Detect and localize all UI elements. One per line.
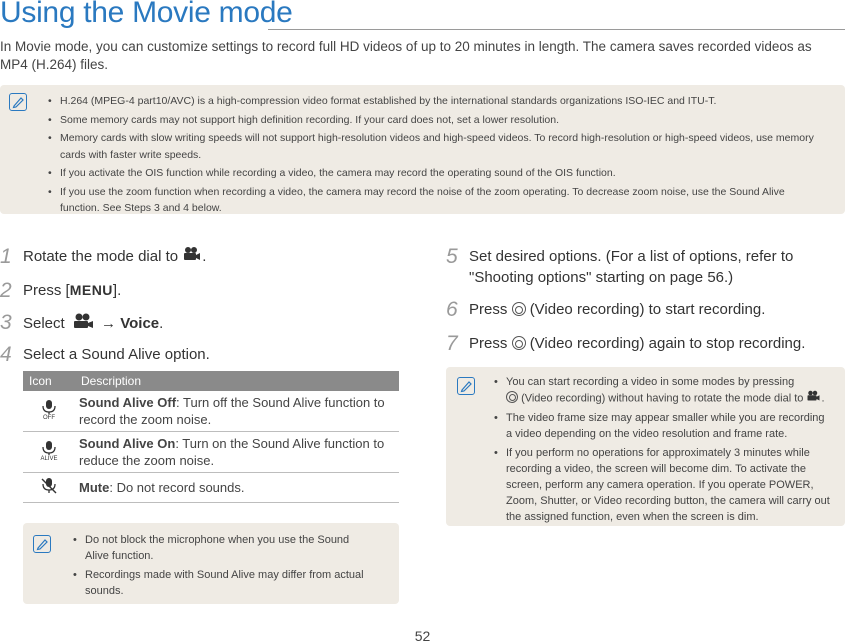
step-number: 2 bbox=[0, 279, 12, 302]
svg-text:OFF: OFF bbox=[43, 415, 55, 419]
list-item: • Memory cards with slow writing speeds will not support high-resolution videos and high-speed videos. To record high-resolution or high-speed videos, use memory cards with faster write speeds. bbox=[46, 130, 826, 163]
video-record-button-icon bbox=[512, 336, 526, 350]
list-item: • Do not block the microphone when you use the Sound Alive function. bbox=[71, 532, 371, 564]
page-number: 52 bbox=[414, 628, 431, 643]
menu-key-label: MENU bbox=[69, 282, 113, 298]
step-number: 6 bbox=[446, 298, 458, 321]
table-cell-description: Sound Alive Off: Turn off the Sound Alive function to record the zoom noise. bbox=[75, 391, 399, 432]
title-divider bbox=[268, 29, 845, 30]
top-note-box bbox=[0, 85, 845, 214]
list-item: • If you use the zoom function when recording a video, the camera may record the noise of the zoom operating. To decrease zoom noise, use the Sound Alive function. See Steps 3 and 4 below. bbox=[46, 184, 826, 217]
step-number: 1 bbox=[0, 245, 12, 268]
table-header-row bbox=[23, 371, 399, 391]
note-pencil-icon bbox=[9, 93, 27, 111]
step-number: 3 bbox=[0, 311, 12, 334]
step-2-text: Press [MENU]. bbox=[23, 282, 122, 299]
right-note-box bbox=[446, 367, 845, 526]
mute-icon bbox=[23, 473, 75, 503]
column-header-icon: Icon bbox=[23, 371, 75, 391]
step-3-text: Select → Voice. bbox=[23, 312, 163, 336]
top-note-list bbox=[46, 93, 826, 219]
sound-alive-off-icon bbox=[23, 391, 75, 432]
table-cell-description: Mute: Do not record sounds. bbox=[75, 473, 399, 503]
movie-camera-icon bbox=[806, 390, 821, 407]
column-header-description: Description bbox=[75, 371, 399, 391]
sound-alive-on-icon bbox=[23, 432, 75, 473]
note-pencil-icon bbox=[33, 535, 51, 553]
video-record-button-icon bbox=[506, 391, 518, 403]
left-note-box bbox=[23, 523, 399, 604]
note-pencil-icon bbox=[457, 377, 475, 395]
list-item: • Recordings made with Sound Alive may differ from actual sounds. bbox=[71, 567, 371, 599]
list-item: • Some memory cards may not support high definition recording. If your card does not, set a lower resolution. bbox=[46, 112, 826, 129]
list-item: • If you perform no operations for approximately 3 minutes while recording a video, the screen will become dim. To activate the screen, perform any camera operation. If you operate POWER, Zoom, Shutter, or Video recording button, the camera will carry out the assigned function, even when the screen is dim. bbox=[492, 445, 832, 525]
table-cell-description: Sound Alive On: Turn on the Sound Alive function to reduce the zoom noise. bbox=[75, 432, 399, 473]
step-5-text: Set desired options. (For a list of options, refer to "Shooting options" starting on page 56.) bbox=[469, 248, 794, 286]
table-row bbox=[23, 391, 399, 432]
list-item: • If you activate the OIS function while recording a video, the camera may record the operating sound of the OIS function. bbox=[46, 165, 826, 182]
table-row bbox=[23, 473, 399, 503]
step-7-text: Press (Video recording) again to stop recording. bbox=[469, 335, 806, 352]
step-number: 4 bbox=[0, 343, 12, 366]
table-row bbox=[23, 432, 399, 473]
page-title: Using the Movie mode bbox=[0, 0, 293, 29]
step-number: 5 bbox=[446, 245, 458, 268]
movie-settings-icon bbox=[69, 312, 97, 336]
movie-camera-icon bbox=[182, 246, 202, 268]
step-6-text: Press (Video recording) to start recording. bbox=[469, 301, 766, 318]
list-item: • You can start recording a video in some modes by pressing (Video recording) without having to rotate the mode dial to . bbox=[492, 374, 832, 407]
sound-alive-table bbox=[23, 371, 399, 503]
svg-text:ALIVE: ALIVE bbox=[40, 456, 58, 460]
step-number: 7 bbox=[446, 332, 458, 355]
left-note-list bbox=[71, 532, 371, 602]
list-item: • The video frame size may appear smaller while you are recording a video depending on the video resolution and frame rate. bbox=[492, 410, 832, 442]
step-4-text: Select a Sound Alive option. bbox=[23, 346, 210, 363]
right-note-list bbox=[492, 374, 832, 528]
list-item: • H.264 (MPEG-4 part10/AVC) is a high-compression video format established by the international standards organizations ISO-IEC and ITU-T. bbox=[46, 93, 826, 110]
video-record-button-icon bbox=[512, 302, 526, 316]
intro-paragraph: In Movie mode, you can customize settings to record full HD videos of up to 20 minutes in length. The camera saves recorded videos as MP4 (H.264) files. bbox=[0, 39, 812, 72]
step-1-text: Rotate the mode dial to . bbox=[23, 246, 206, 268]
